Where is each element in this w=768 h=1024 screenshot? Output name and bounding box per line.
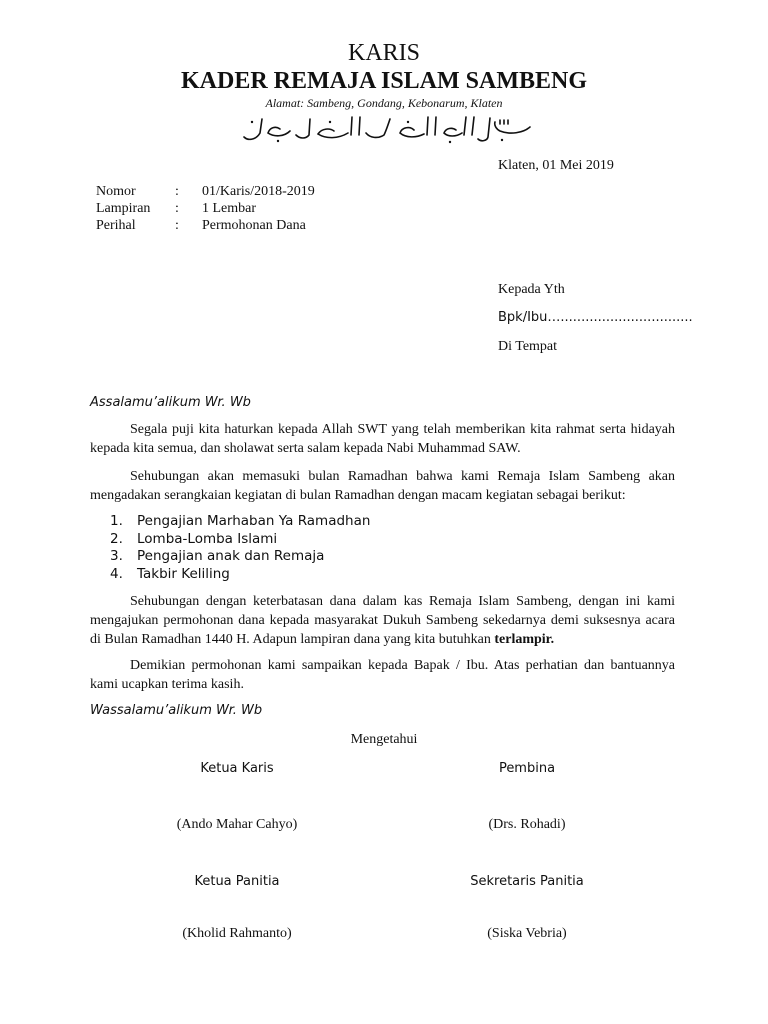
list-text: Pengajian anak dan Remaja bbox=[137, 548, 325, 564]
list-number: 3. bbox=[110, 548, 123, 564]
list-number: 4. bbox=[110, 565, 123, 582]
list-text: Lomba-Lomba Islami bbox=[137, 530, 278, 547]
list-number: 1. bbox=[110, 513, 123, 529]
list-item bbox=[90, 548, 590, 566]
activities-list bbox=[90, 513, 590, 585]
meta-value-perihal: Permohonan Dana bbox=[202, 218, 306, 233]
recipient-line-2: Bpk/Ibu…................................ bbox=[498, 310, 693, 325]
meta-colon: : bbox=[175, 218, 179, 233]
meta-colon: : bbox=[175, 201, 179, 216]
opening-greeting: Assalamu’alikum Wr. Wb bbox=[90, 395, 251, 410]
recipient-line-3: Di Tempat bbox=[498, 339, 558, 354]
meta-colon: : bbox=[175, 184, 179, 199]
signature-name-pembina: (Drs. Rohadi) bbox=[488, 817, 566, 832]
signature-name-sekretaris-panitia: (Siska Vebria) bbox=[487, 926, 567, 941]
paragraph-praise: Segala puji kita haturkan kepada Allah SWT yang telah memberikan kita rahmat serta hidayah kepada kita semua, dan sholawat serta salam kepada Nabi Muhammad SAW. bbox=[90, 422, 675, 456]
signature-role-ketua-karis: Ketua Karis bbox=[200, 761, 274, 776]
signature-role-pembina: Pembina bbox=[498, 761, 556, 776]
meta-label-perihal: Perihal bbox=[96, 218, 136, 233]
list-item bbox=[90, 531, 590, 549]
paragraph-funding-request bbox=[90, 592, 675, 649]
meta-value-nomor: 01/Karis/2018-2019 bbox=[202, 184, 315, 199]
acknowledge-label: Mengetahui bbox=[350, 732, 418, 747]
funding-request-text: Sehubungan dengan keterbatasan dana dalam kas Remaja Islam Sambeng, dengan ini kami mengajukan permohonan dana kepada masyarakat Dukuh Sambeng sekedarnya demi suksesnya acara di Bulan Ramadhan 1440 H. Adapun lampiran dana yang kita butuhkan bbox=[90, 594, 675, 647]
meta-label-lampiran: Lampiran bbox=[96, 201, 151, 216]
paragraph-intro-activities: Sehubungan akan memasuki bulan Ramadhan bahwa kami Remaja Islam Sambeng akan mengadakan serangkaian kegiatan di bulan Ramadhan dengan macam kegiatan sebagai berikut: bbox=[90, 469, 675, 503]
attachment-note: terlampir. bbox=[494, 632, 555, 647]
recipient-line-1: Kepada Yth bbox=[498, 282, 565, 297]
signature-role-ketua-panitia: Ketua Panitia bbox=[194, 874, 280, 889]
org-full-name: KADER REMAJA ISLAM SAMBENG bbox=[180, 68, 588, 94]
list-text: Pengajian Marhaban Ya Ramadhan bbox=[137, 513, 371, 529]
org-address: Alamat: Sambeng, Gondang, Kebonarum, Klaten bbox=[265, 96, 503, 110]
org-short-name: KARIS bbox=[347, 40, 420, 66]
list-item bbox=[90, 566, 590, 584]
signature-role-sekretaris-panitia: Sekretaris Panitia bbox=[470, 874, 584, 889]
paragraph-closing-thanks: Demikian permohonan kami sampaikan kepada Bapak / Ibu. Atas perhatian dan bantuannya kami ucapkan terima kasih. bbox=[90, 658, 675, 692]
meta-label-nomor: Nomor bbox=[96, 184, 136, 199]
list-item bbox=[90, 513, 590, 531]
closing-greeting: Wassalamu’alikum Wr. Wb bbox=[90, 703, 263, 718]
list-number: 2. bbox=[110, 530, 123, 547]
letter-date: Klaten, 01 Mei 2019 bbox=[498, 158, 614, 173]
basmalah-calligraphy bbox=[238, 113, 538, 147]
signature-name-ketua-panitia: (Kholid Rahmanto) bbox=[182, 926, 292, 941]
signature-name-ketua-karis: (Ando Mahar Cahyo) bbox=[176, 817, 298, 832]
list-text: Takbir Keliling bbox=[137, 565, 230, 582]
meta-value-lampiran: 1 Lembar bbox=[202, 201, 257, 216]
